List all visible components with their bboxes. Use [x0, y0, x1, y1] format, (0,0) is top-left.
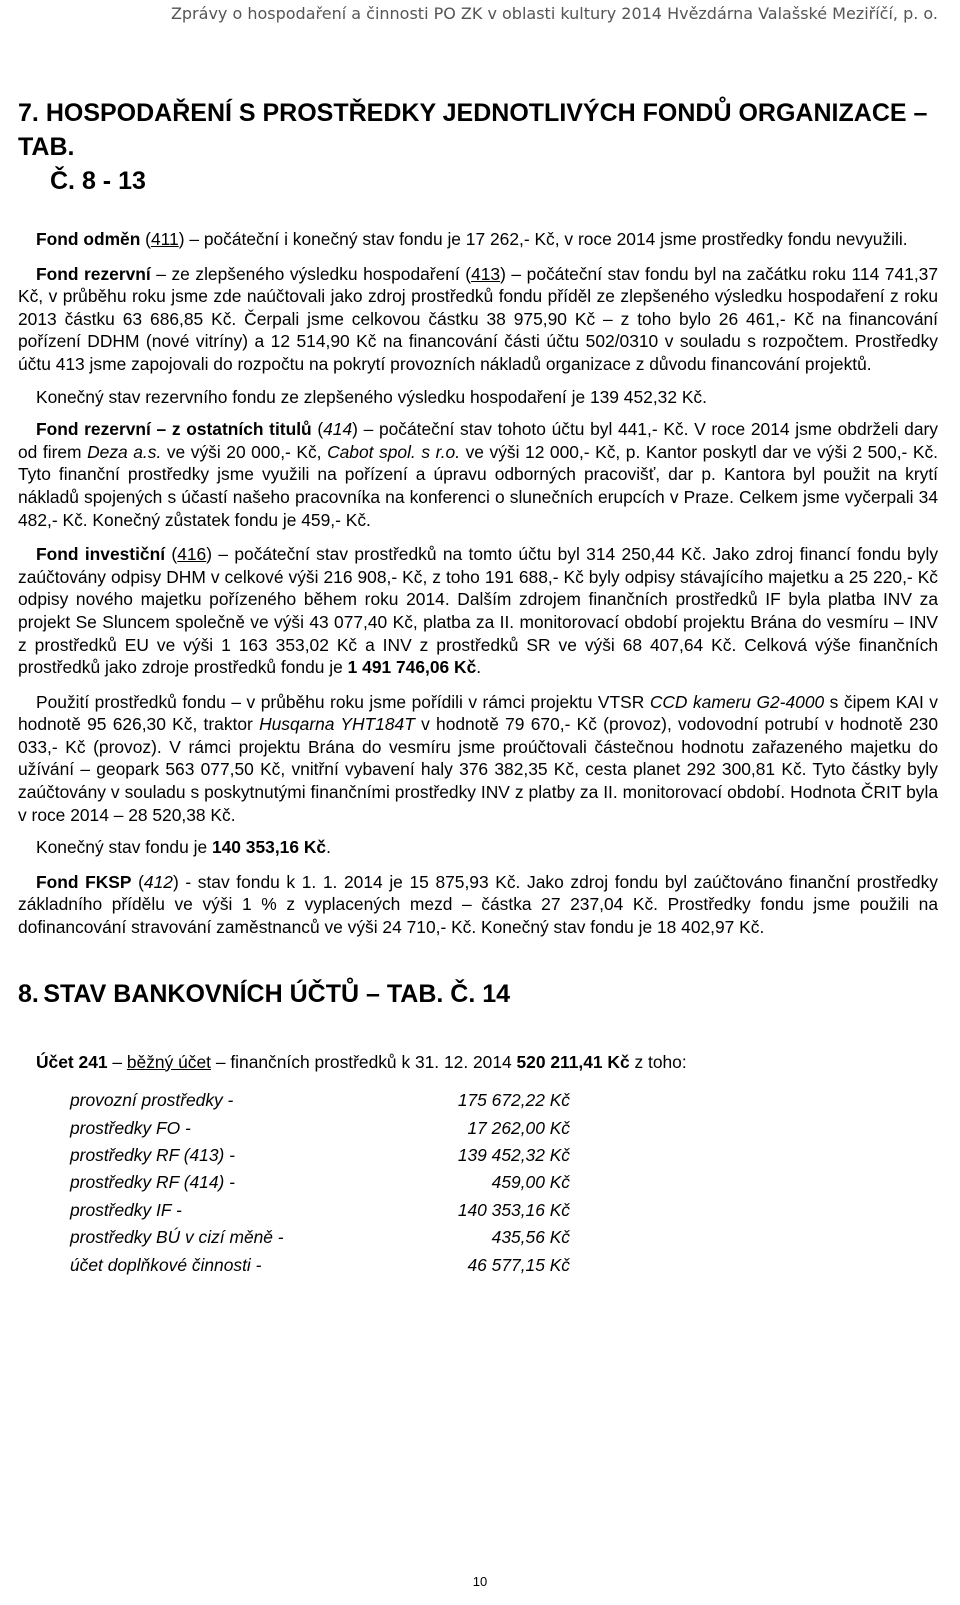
text-span: s čipem KAI v hodnotě 95 626,30 Kč, traktor — [18, 691, 938, 735]
fund-code: 416 — [177, 544, 207, 565]
row-value: 435,56 Kč — [491, 1227, 570, 1248]
account-type: běžný účet — [126, 1051, 211, 1072]
paragraph-fond-investicni — [18, 543, 938, 679]
text-span: Použití prostředků fondu – v průběhu roku jsme pořídili v rámci projektu VTSR — [36, 691, 650, 712]
total-amount: 520 211,41 Kč — [516, 1051, 630, 1072]
fund-name: Fond odměn — [36, 229, 141, 249]
text-span: – ze zlepšeného výsledku hospodaření ( — [150, 263, 472, 284]
row-value: 46 577,15 Kč — [467, 1254, 570, 1275]
table-row — [70, 1224, 570, 1251]
row-value: 140 353,16 Kč — [457, 1199, 570, 1220]
section-number: 7. — [18, 99, 39, 127]
fund-name: Fond investiční — [36, 544, 166, 565]
section-number: 8. — [18, 979, 39, 1008]
text-span: – — [107, 1051, 127, 1072]
text-span: ( — [165, 544, 178, 565]
row-label: prostředky FO - — [70, 1117, 191, 1138]
section-title-line1: HOSPODAŘENÍ S PROSTŘEDKY JEDNOTLIVÝCH FONDŮ ORGANIZACE – TAB. — [18, 99, 928, 161]
section-7-heading — [18, 96, 938, 198]
row-label: prostředky IF - — [70, 1199, 182, 1220]
total-amount: 1 491 746,06 Kč — [347, 657, 477, 678]
donor-name: Cabot spol. s r.o. — [327, 441, 461, 462]
text-span: . — [326, 837, 331, 858]
paragraph-text: ve výši 12 000,- Kč, p. Kantor poskytl dar ve výši 2 500,- Kč. Tyto finanční prostředky jsme využili na pořízení a úpravu odborných pracovišť, dar p. Kantora byl použit na krytí nákladů spojených s účastí našeho pracovníka na konferenci o slunečních erupcích v Praze. Celkem jsme vyčerpali 34 482,- Kč. Konečný zůstatek fondu je 459,- Kč. — [18, 441, 939, 530]
table-row — [70, 1115, 570, 1142]
paragraph-fond-rezervni-414 — [18, 418, 938, 531]
row-value: 139 452,32 Kč — [457, 1145, 570, 1166]
text-span: – finančních prostředků k 31. 12. 2014 — [211, 1051, 517, 1072]
total-amount: 140 353,16 Kč — [211, 837, 327, 858]
fund-name: Fond FKSP — [36, 871, 132, 892]
page-number: 10 — [472, 1574, 488, 1589]
row-label: provozní prostředky - — [70, 1090, 234, 1111]
section-8-heading — [18, 977, 938, 1011]
fund-name: Fond rezervní — [36, 263, 151, 284]
table-row — [70, 1197, 570, 1224]
text-span: ) – počáteční stav tohoto účtu byl 441,- Kč. V roce 2014 jsme obdrželi dary od firem — [18, 419, 939, 462]
section-title-line2: Č. 8 - 13 — [50, 167, 146, 195]
paragraph-pouziti-prostredku — [18, 691, 938, 827]
paragraph-text: ) – počáteční stav prostředků na tomto účtu byl 314 250,44 Kč. Jako zdroj financí fondu byly zaúčtovány odpisy DHM v celkové výši 216 908,- Kč, z toho 191 688,- Kč byly odpisy stávajícího majetku a 25 220,- Kč odpisy nového majetku pořízeného během roku 2014. Dalším zdrojem finančních prostředků IF byla platba INV za projekt Se Sluncem společně ve výši 43 077,40 Kč, platba za II. monitorovací období projektu Brána do vesmíru – INV z prostředků EU ve výši 1 163 353,02 Kč a INV z prostředků SR ve výši 68 407,64 Kč. Celková výše finančních prostředků jako zdroje prostředků fondu je — [18, 544, 939, 678]
page-header: Zprávy o hospodaření a činnosti PO ZK v oblasti kultury 2014 Hvězdárna Valašské Meziříčí, p. o. — [170, 4, 938, 23]
text-span: Konečný stav fondu je — [36, 837, 212, 858]
text-span: ( — [311, 419, 324, 440]
row-label: prostředky RF (414) - — [70, 1172, 235, 1193]
paragraph-text: ) - stav fondu k 1. 1. 2014 je 15 875,93 Kč. Jako zdroj fondu byl zaúčtováno finanční prostředky základního přídělu ve výši 1 % z vyplacených mezd – částka 27 237,04 Kč. Prostředky fondu jsme použili na dofinancování stravování zaměstnanců ve výši 24 710,- Kč. Konečný stav fondu je 18 402,97 Kč. — [18, 871, 938, 938]
text-span: . — [476, 657, 482, 678]
paragraph-fond-odmen: Fond odměn (411) – počáteční i konečný stav fondu je 17 262,- Kč, v roce 2014 jsme prostředky fondu nevyužili. — [36, 229, 908, 249]
fund-code: 411 — [150, 229, 179, 249]
paragraph-fond-fksp — [18, 871, 938, 939]
paragraph-ucet-241 — [18, 1051, 938, 1074]
row-value: 459,00 Kč — [491, 1172, 570, 1193]
row-value: 175 672,22 Kč — [457, 1090, 570, 1111]
paragraph-konecny-stav-if — [18, 836, 938, 859]
text-span: z toho: — [629, 1051, 687, 1072]
paragraph-text: – počáteční i konečný stav fondu je 17 262,- Kč, v roce 2014 jsme prostředky fondu nevyužili. — [184, 229, 908, 249]
item-name: CCD kameru G2-4000 — [649, 691, 825, 712]
paragraph-konecny-stav-rf: Konečný stav rezervního fondu ze zlepšeného výsledku hospodaření je 139 452,32 Kč. — [36, 386, 707, 407]
item-name: Husqarna YHT184T — [259, 714, 415, 735]
row-label: prostředky RF (413) - — [70, 1145, 235, 1166]
fund-name: Fond rezervní – z ostatních titulů — [36, 419, 312, 440]
paragraph-fond-rezervni-413 — [18, 263, 938, 376]
table-row — [70, 1169, 570, 1196]
document-body — [18, 96, 938, 1279]
table-row — [70, 1087, 570, 1114]
fund-code: 414 — [323, 419, 353, 440]
row-label: prostředky BÚ v cizí měně - — [70, 1227, 284, 1248]
fund-code: 412 — [143, 871, 173, 892]
paragraph-text: v hodnotě 79 670,- Kč (provoz), vodovodní potrubí v hodnotě 230 033,- Kč (provoz). V rámci projektu Brána do vesmíru jsme proúčtovali částečnou hodnotu zařazeného majetku do užívání – geopark 563 077,50 Kč, vnitřní vybavení haly 376 382,35 Kč, cesta planet 292 300,81 Kč. Tyto částky byly zaúčtovány v souladu s poskytnutými finančními prostředky INV z platby za II. monitorovací období. Hodnota ČRIT byla v roce 2014 – 28 520,38 Kč. — [18, 714, 938, 825]
row-label: účet doplňkové činnosti - — [70, 1254, 262, 1275]
row-value: 17 262,00 Kč — [467, 1117, 570, 1138]
paragraph-text: ) – počáteční stav fondu byl na začátku roku 114 741,37 Kč, v průběhu roku jsme zde naúčtovali jako zdroj prostředků fondu příděl ze zlepšeného výsledku hospodaření z roku 2013 částku 63 686,85 Kč. Čerpali jsme celkovou částku 38 975,90 Kč – z toho bylo 26 461,- Kč na financování pořízení DDHM (nové vitríny) a 12 514,90 Kč na financování části účtu 502/0310 v souladu s rozpočtem. Prostředky účtu 413 jsme zapojovali do rozpočtu na pokrytí provozních nákladů organizace z důvodu financování projektů. — [18, 263, 938, 374]
table-row — [70, 1252, 570, 1279]
section-title: STAV BANKOVNÍCH ÚČTŮ – TAB. Č. 14 — [43, 979, 511, 1008]
table-row — [70, 1142, 570, 1169]
donor-name: Deza a.s. — [87, 441, 162, 462]
fund-code: 413 — [471, 263, 501, 284]
account-name: Účet 241 — [36, 1051, 108, 1072]
account-breakdown-table — [70, 1087, 570, 1279]
text-span: ve výši 20 000,- Kč, — [161, 441, 328, 462]
text-span: ( — [131, 871, 144, 892]
